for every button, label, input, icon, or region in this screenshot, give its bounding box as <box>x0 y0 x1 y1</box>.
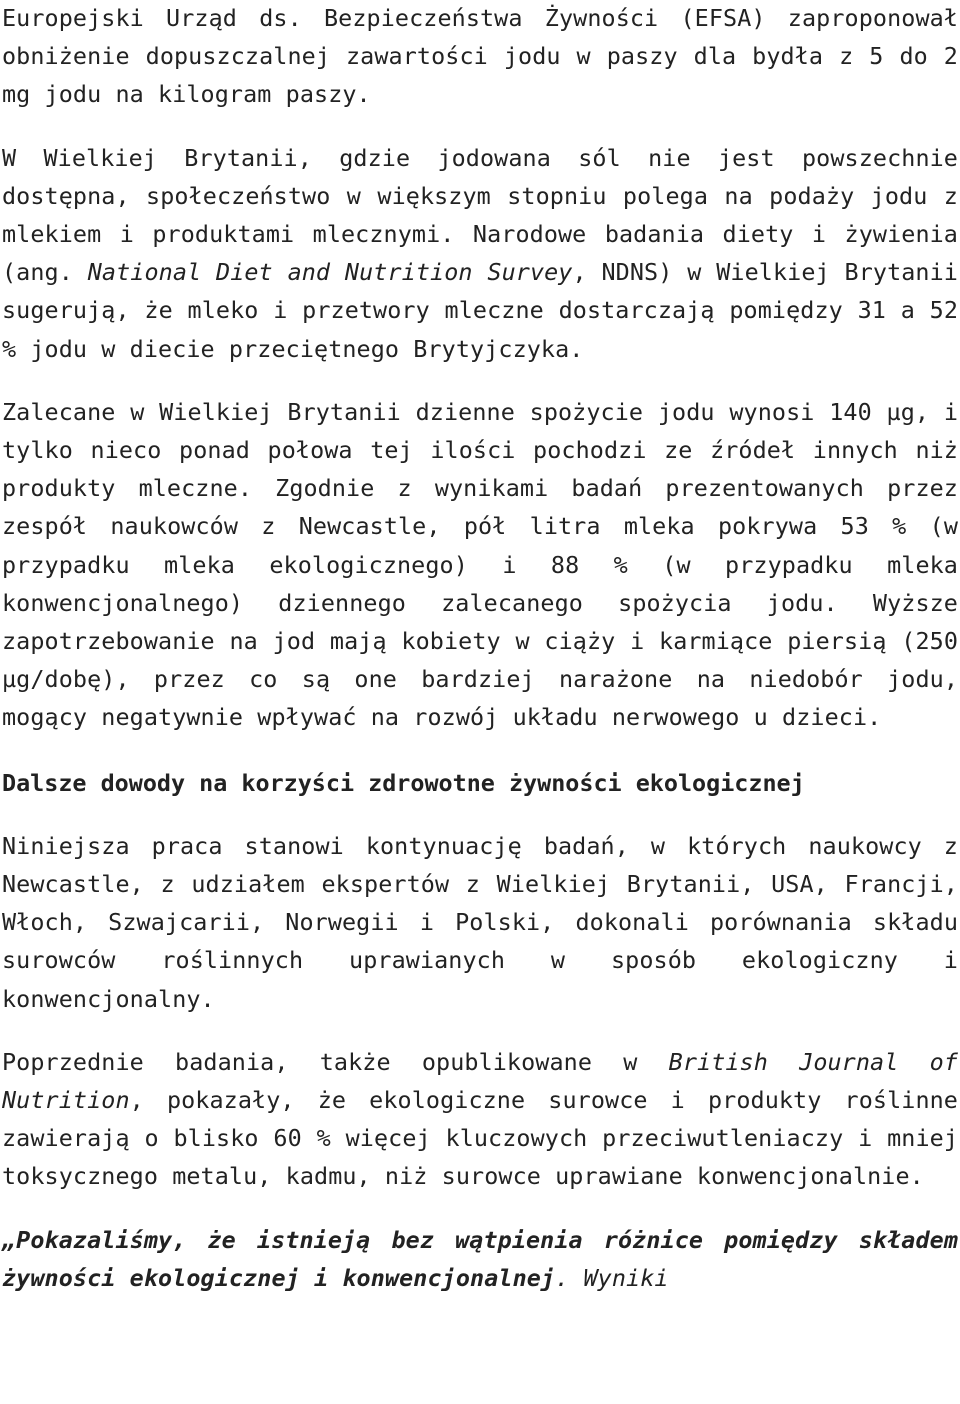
paragraph-previous-research-text-a: Poprzednie badania, także opublikowane w <box>2 1047 669 1076</box>
paragraph-uk-iodine-text-b: , NDNS) w Wielkiej Brytanii sugerują, że mleko i przetwory mleczne dostarczają pomiędzy 31 a 52 % jodu w diecie przeciętnego Brytyjczyka. <box>2 258 958 363</box>
paragraph-previous-research-text-b: , pokazały, że ekologiczne surowce i produkty roślinne zawierają o blisko 60 % więcej kluczowych przeciwutleniaczy i mniej toksycznego metalu, kadmu, niż surowce uprawiane konwencjonalnie. <box>2 1086 958 1191</box>
ndns-survey-name: National Diet and Nutrition Survey <box>87 258 573 287</box>
journal-name: British Journal of Nutrition <box>2 1047 958 1115</box>
paragraph-uk-iodine <box>2 139 958 368</box>
article-body <box>2 0 958 1297</box>
quote-continuation: . Wyniki <box>555 1263 669 1292</box>
paragraph-recommended-intake: Zalecane w Wielkiej Brytanii dzienne spożycie jodu wynosi 140 µg, i tylko nieco ponad połowa tej ilości pochodzi ze źródeł innych niż produkty mleczne. Zgodnie z wynikami badań prezentowanych przez zespół naukowców z Newcastle, pół litra mleka pokrywa 53 % (w przypadku mleka ekologicznego) i 88 % (w przypadku mleka konwencjonalnego) dziennego zalecanego spożycia jodu. Wyższe zapotrzebowanie na jod mają kobiety w ciąży i karmiące piersią (250 µg/dobę), przez co są one bardziej narażone na niedobór jodu, mogący negatywnie wpływać na rozwój układu nerwowego u dzieci. <box>2 397 958 732</box>
paragraph-quote <box>2 1221 958 1297</box>
section-heading: Dalsze dowody na korzyści zdrowotne żywności ekologicznej <box>2 768 805 797</box>
paragraph-continuation: Niniejsza praca stanowi kontynuację badań, w których naukowcy z Newcastle, z udziałem ekspertów z Wielkiej Brytanii, USA, Francji, Włoch, Szwajcarii, Norwegii i Polski, dokonali porównania składu surowców roślinnych uprawianych w sposób ekologiczny i konwencjonalny. <box>2 831 958 1013</box>
paragraph-previous-research <box>2 1043 958 1196</box>
paragraph-efsa: Europejski Urząd ds. Bezpieczeństwa Żywności (EFSA) zaproponował obniżenie dopuszczalnej zawartości jodu w paszy dla bydła z 5 do 2 mg jodu na kilogram paszy. <box>2 4 958 109</box>
quote-text: „Pokazaliśmy, że istnieją bez wątpienia różnice pomiędzy składem żywności ekologicznej i konwencjonalnej <box>2 1225 958 1292</box>
paragraph-uk-iodine-text-a: W Wielkiej Brytanii, gdzie jodowana sól nie jest powszechnie dostępna, społeczeństwo w większym stopniu polega na podaży jodu z mlekiem i produktami mlecznymi. Narodowe badania diety i żywienia (ang. <box>2 143 958 287</box>
